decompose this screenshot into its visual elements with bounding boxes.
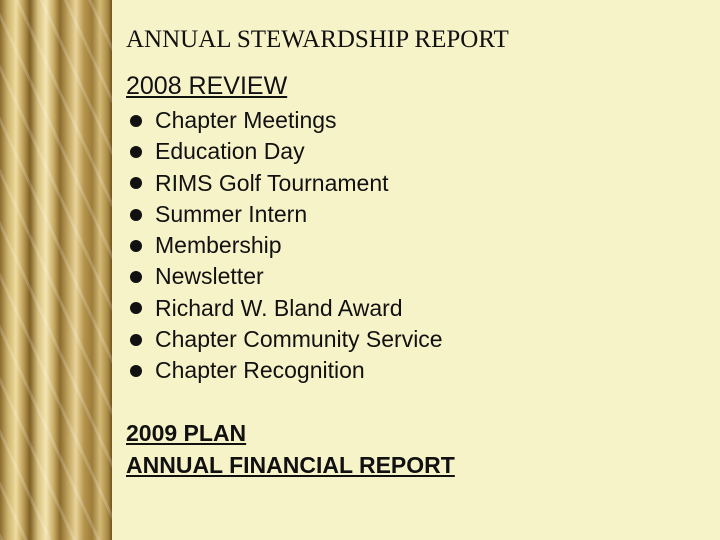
bullet-dot-icon (130, 146, 142, 158)
list-item (126, 105, 443, 136)
list-item (126, 136, 443, 167)
list-item (126, 168, 443, 199)
bullet-dot-icon (130, 209, 142, 221)
bullet-dot-icon (130, 302, 142, 314)
bullet-dot-icon (130, 115, 142, 127)
plan-heading-link[interactable]: 2009 PLAN (126, 420, 247, 446)
list-item-label: Chapter Recognition (155, 357, 365, 384)
list-item (126, 230, 443, 261)
bullet-dot-icon (130, 334, 142, 346)
review-heading: 2008 REVIEW (126, 72, 288, 100)
list-item (126, 199, 443, 230)
bullet-dot-icon (130, 365, 142, 377)
list-item-label: Membership (155, 232, 282, 259)
bullet-dot-icon (130, 240, 142, 252)
bullet-dot-icon (130, 177, 142, 189)
list-item (126, 355, 443, 386)
list-item (126, 324, 443, 355)
list-item-label: Education Day (155, 138, 305, 165)
list-item-label: Summer Intern (155, 200, 308, 227)
bullet-dot-icon (130, 271, 142, 283)
list-item (126, 261, 443, 292)
gold-decorative-stripe (0, 0, 112, 540)
list-item-label: Chapter Community Service (155, 326, 443, 353)
list-item (126, 293, 443, 324)
financial-report-heading-link[interactable]: ANNUAL FINANCIAL REPORT (126, 452, 455, 478)
list-item-label: Richard W. Bland Award (155, 294, 403, 321)
list-item-label: RIMS Golf Tournament (155, 169, 389, 196)
slide-title: ANNUAL STEWARDSHIP REPORT (126, 26, 509, 53)
review-bullet-list (126, 105, 443, 387)
list-item-label: Chapter Meetings (155, 107, 337, 133)
list-item-label: Newsletter (155, 263, 264, 290)
